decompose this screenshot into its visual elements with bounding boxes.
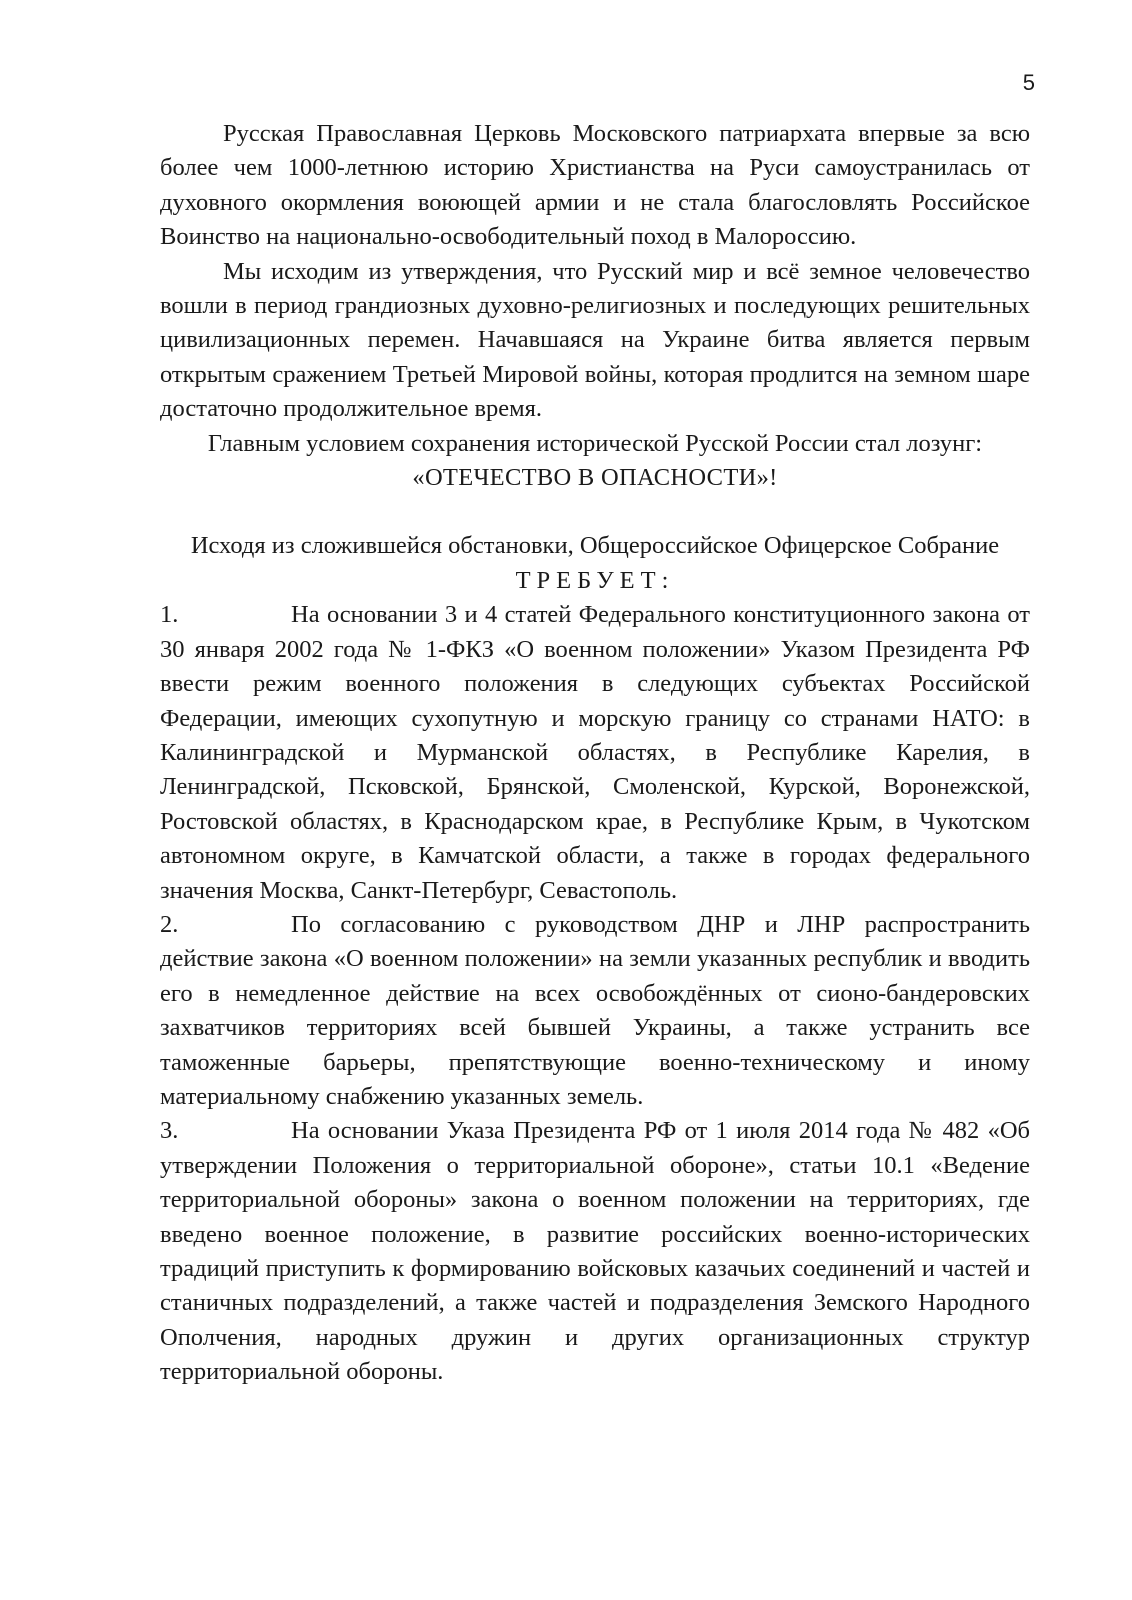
list-item-text: На основании Указа Президента РФ от 1 июля 2014 года № 482 «Об утверждении Положения о территориальной обороне», статьи 10.1 «Ведение территориальной обороны» закона о военном положении на территориях, где введено военное положение, в развитие российских военно-исторических традиций приступить к формированию войсковых казачьих соединений и частей и станичных подразделений, а также частей и подразделения Земского Народного Ополчения, народных дружин и других организационных структур территориальной обороны. bbox=[160, 1117, 1030, 1386]
page-number: 5 bbox=[1022, 70, 1035, 95]
list-item-number: 2. bbox=[160, 910, 179, 938]
list-item-number: 1. bbox=[160, 601, 179, 629]
list-item-number: 3. bbox=[160, 1117, 179, 1145]
list-item bbox=[160, 908, 1030, 1114]
list-item-text: На основании 3 и 4 статей Федерального конституционного закона от 30 января 2002 года № 1-ФКЗ «О военном положении» Указом Президента РФ ввести режим военного положения в следующих субъектах Российской Федерации, имеющих сухопутную и морскую границу со странами НАТО: в Калининградской и Мурманской областях, в Республике Карелия, в Ленинградской, Псковской, Брянской, Смоленской, Курской, Воронежской, Ростовской областях, в Краснодарском крае, в Республике Крым, в Чукотском автономном округе, в Камчатской области, а также в городах федерального значения Москва, Санкт-Петербург, Севастополь. bbox=[160, 601, 1030, 904]
spacer bbox=[160, 495, 1030, 529]
list-item bbox=[160, 598, 1030, 908]
demand-heading: ТРЕБУЕТ: bbox=[515, 566, 675, 594]
slogan: «ОТЕЧЕСТВО В ОПАСНОСТИ»! bbox=[412, 464, 778, 492]
paragraph-world-war: Мы исходим из утверждения, что Русский мир и всё земное человечество вошли в период грандиозных духовно-религиозных и последующих решительных цивилизационных перемен. Начавшаяся на Украине битва является первым открытым сражением Третьей Мировой войны, которая продлится на земном шаре достаточно продолжительное время. bbox=[160, 257, 1030, 423]
list-item-text: По согласованию с руководством ДНР и ЛНР распространить действие закона «О военном положении» на земли указанных республик и вводить его в немедленное действие на всех освобождённых от сионо-бандеровских захватчиков территориях всей бывшей Украины, а также устранить все таможенные барьеры, препятствующие военно-техническому и иному материальному снабжению указанных земель. bbox=[160, 910, 1030, 1110]
paragraph-assembly: Исходя из сложившейся обстановки, Общероссийское Офицерское Собрание bbox=[190, 532, 1000, 560]
paragraph-church: Русская Православная Церковь Московского патриархата впервые за всю более чем 1000-летнюю историю Христианства на Руси самоустранилась от духовного окормления воюющей армии и не стала благословлять Российское Воинство на национально-освободительный поход в Малороссию. bbox=[160, 120, 1030, 251]
paragraph-slogan-intro: Главным условием сохранения исторической Русской России стал лозунг: bbox=[207, 429, 983, 457]
document-body bbox=[160, 117, 1030, 1390]
list-item bbox=[160, 1114, 1030, 1389]
